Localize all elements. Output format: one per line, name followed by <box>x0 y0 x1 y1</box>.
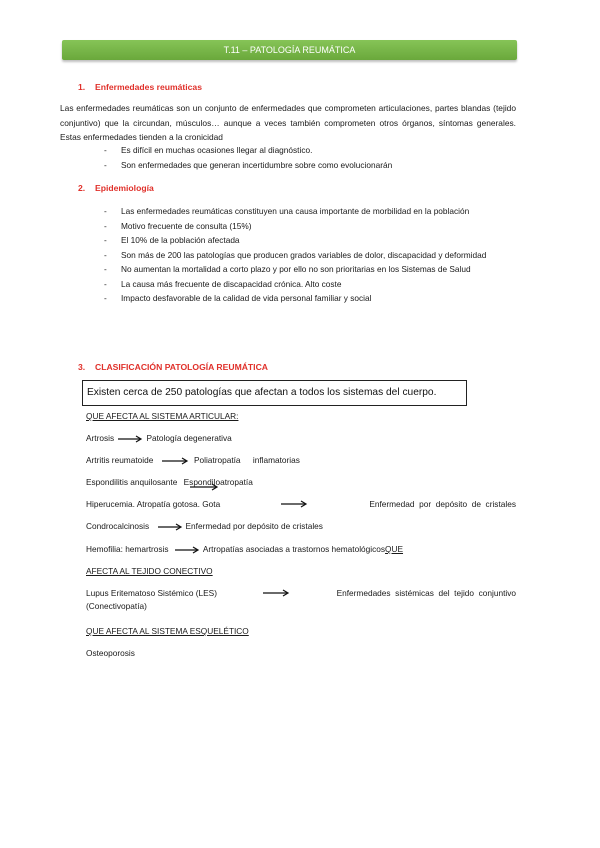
intro-paragraph: Las enfermedades reumáticas son un conjunto de enfermedades que comprometen articulaciones, partes blandas (tejido conjuntivo) que la circundan, músculos… aunque a veces también comprometen otros órganos, síntomas generales. Estas enfermedades tienden a la cronicidad <box>60 103 516 142</box>
section-3-title <box>78 362 268 372</box>
arrow-right-icon <box>118 435 144 443</box>
hemofilia-row <box>86 543 403 555</box>
result: Enfermedades sistémicas del tejido conjuntivo <box>336 588 516 598</box>
section-title-text: Enfermedades reumáticas <box>95 82 202 92</box>
result: Patología degenerativa <box>146 433 232 443</box>
list-item: - Motivo frecuente de consulta (15%) <box>104 219 516 234</box>
list-item: - Son más de 200 las patologías que producen grados variables de dolor, discapacidad y deformidad <box>104 248 516 263</box>
condrocalcinosis-row <box>86 520 323 532</box>
list-item: - Las enfermedades reumáticas constituyen una causa importante de morbilidad en la población <box>104 204 516 219</box>
section-title-text: CLASIFICACIÓN PATOLOGÍA REUMÁTICA <box>95 362 268 372</box>
arrow-right-icon <box>162 457 190 465</box>
hiperucemia-row <box>86 498 516 510</box>
term: Artrosis <box>86 433 115 443</box>
section-number: 3. <box>78 362 86 372</box>
term: Espondilitis anquilosante <box>86 477 178 487</box>
intro-bullet-list <box>104 143 516 172</box>
section-title-text: Epidemiología <box>95 183 154 193</box>
arrow-right-icon <box>190 483 220 491</box>
result: Enfermedad por depósito de cristales <box>185 521 323 531</box>
artritis-row <box>86 454 300 466</box>
trailing-underlined: QUE <box>385 544 404 554</box>
result-continued: (Conectivopatía) <box>86 601 147 611</box>
result: Artropatías asociadas a trastornos hematológicos <box>202 544 386 554</box>
list-item: - Es difícil en muchas ocasiones llegar al diagnóstico. <box>104 143 516 158</box>
list-item: - Son enfermedades que generan incertidumbre sobre como evolucionarán <box>104 158 516 173</box>
term: Hiperucemia. Atropatía gotosa. Gota <box>86 499 221 509</box>
result-extra: inflamatorias <box>252 455 300 465</box>
connective-heading: AFECTA AL TEJIDO CONECTIVO <box>86 566 213 576</box>
section-2-title <box>78 183 154 193</box>
epidemiology-bullet-list <box>104 204 516 306</box>
page-title-bar <box>62 40 517 60</box>
result: Espondiloatropatía <box>183 477 253 487</box>
lupus-row <box>86 587 516 612</box>
term: Lupus Eritematoso Sistémico (LES) <box>86 588 217 598</box>
arrow-right-icon <box>263 589 291 597</box>
osteoporosis-row: Osteoporosis <box>86 648 135 658</box>
section-1-title <box>78 82 202 92</box>
section-number: 1. <box>78 82 86 92</box>
articular-heading: QUE AFECTA AL SISTEMA ARTICULAR: <box>86 411 239 421</box>
term: Artritis reumatoide <box>86 455 154 465</box>
list-item: - El 10% de la población afectada <box>104 233 516 248</box>
artrosis-row <box>86 432 232 444</box>
result: Enfermedad por depósito de cristales <box>369 499 516 509</box>
result: Poliatropatía <box>193 455 241 465</box>
arrow-right-icon <box>175 546 201 554</box>
skeletal-heading: QUE AFECTA AL SISTEMA ESQUELÉTICO <box>86 626 249 636</box>
boxed-statement: Existen cerca de 250 patologías que afectan a todos los sistemas del cuerpo. <box>82 380 467 406</box>
espondilitis-row <box>86 476 253 488</box>
arrow-right-icon <box>158 523 184 531</box>
list-item: - No aumentan la mortalidad a corto plazo y por ello no son prioritarias en los Sistemas de Salud <box>104 262 516 277</box>
term: Condrocalcinosis <box>86 521 150 531</box>
section-number: 2. <box>78 183 86 193</box>
page-title: T.11 – PATOLOGÍA REUMÁTICA <box>223 45 356 55</box>
term: Hemofilia: hemartrosis <box>86 544 169 554</box>
list-item: - La causa más frecuente de discapacidad crónica. Alto coste <box>104 277 516 292</box>
list-item: - Impacto desfavorable de la calidad de vida personal familiar y social <box>104 291 516 306</box>
arrow-right-icon <box>281 500 309 508</box>
